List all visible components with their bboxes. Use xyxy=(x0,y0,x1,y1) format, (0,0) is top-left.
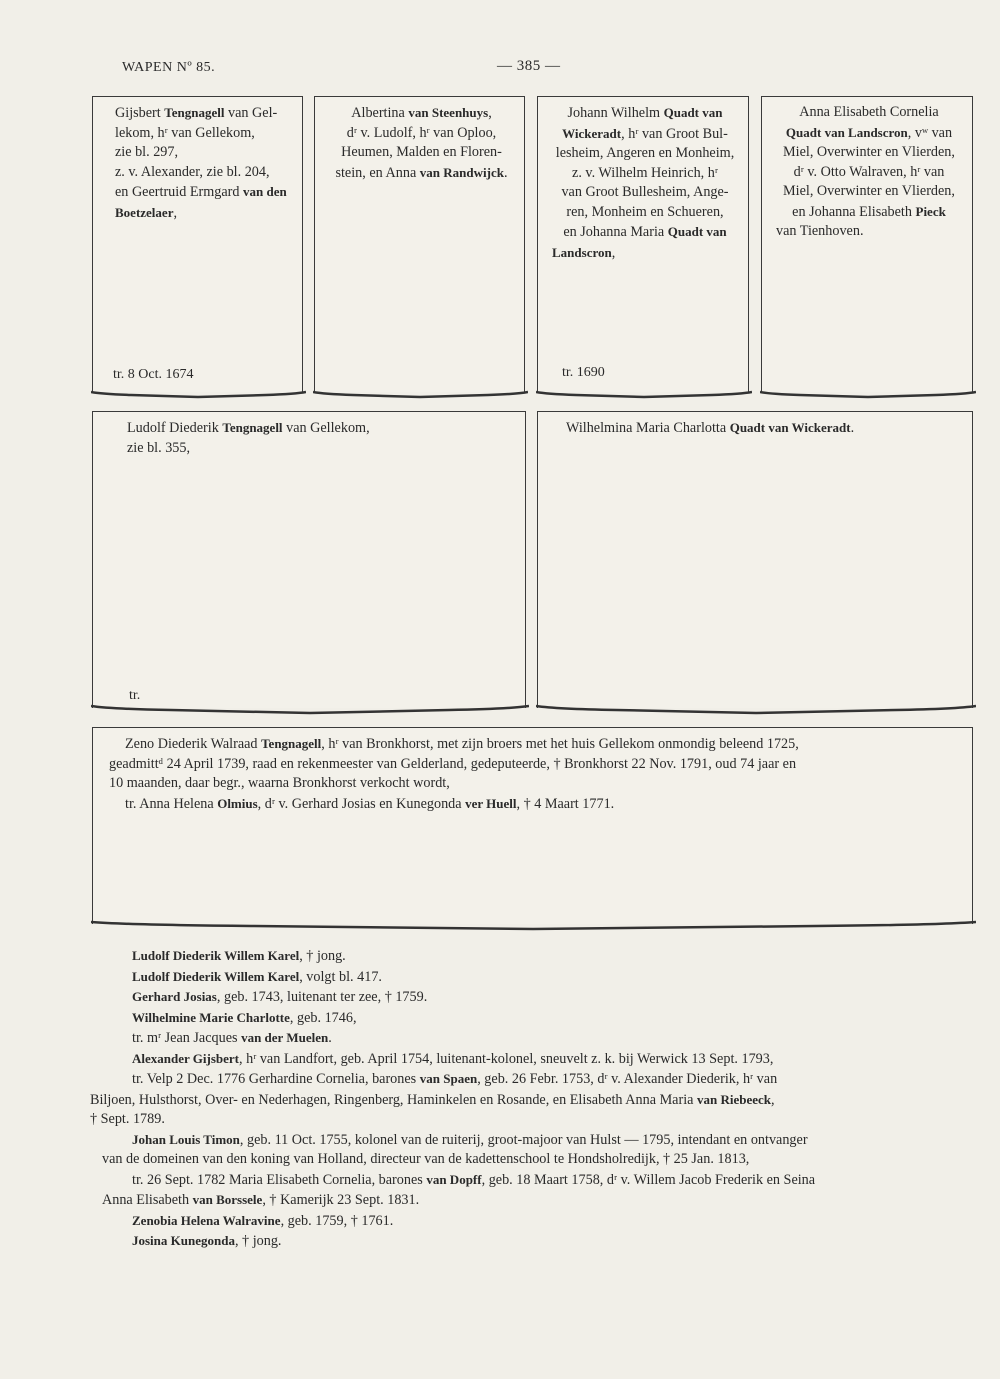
list-item: † Sept. 1789. xyxy=(90,1111,165,1127)
main-person-box-zeno: Zeno Diederik Walraad Tengnagell, hʳ van Bronkhorst, met zijn broers met het huis Gellekom onmondig beleend 1725, geadmittᵈ 24 April 1739, raad en rekenmeester van Gelderland, gedeputeerde, † Bronkhorst 22 Nov. 1791, oud 74 jaar en 10 maanden, daar begr., waarna Bronkhorst verkocht wordt, tr. Anna Helena Olmius, dʳ v. Gerhard Josias en Kunegonda ver Huell, † 4 Maart 1771. xyxy=(92,727,973,924)
list-item: van de domeinen van den koning van Holland, directeur van de kadettenschool te Hondsholredijk, † 25 Jan. 1813, xyxy=(102,1151,750,1167)
list-item: Josina Kunegonda, † jong. xyxy=(132,1233,282,1249)
list-item: Biljoen, Hulsthorst, Over- en Nederhagen, Ringenberg, Haminkelen en Rosande, en Elisabeth Anna Maria van Riebeeck, xyxy=(90,1091,775,1108)
list-item: Zenobia Helena Walravine, geb. 1759, † 1761. xyxy=(132,1212,394,1229)
parent-box-ludolf: Ludolf Diederik Tengnagell van Gellekom, zie bl. 355, tr. xyxy=(92,411,526,708)
marriage-date: tr. 1690 xyxy=(562,365,605,380)
list-item: Anna Elisabeth van Borssele, † Kamerijk 23 Sept. 1831. xyxy=(102,1192,420,1208)
list-item: Ludolf Diederik Willem Karel, † jong. xyxy=(132,948,346,964)
parent-box-wilhelmina: Wilhelmina Maria Charlotta Quadt van Wickeradt. xyxy=(537,411,973,708)
box-bottom-border xyxy=(91,702,529,718)
page-header-left: WAPEN Nº 85. xyxy=(122,60,216,75)
page-number: — 385 — xyxy=(497,58,561,74)
marriage-date: tr. xyxy=(129,688,141,703)
list-item: Ludolf Diederik Willem Karel, volgt bl. 417. xyxy=(132,968,382,985)
ancestor-box-anna-elisabeth: Anna Elisabeth Cornelia Quadt van Landscron, vʷ van Miel, Overwinter en Vlierden, dʳ v. Otto Walraven, hʳ van Miel, Overwinter en Vlierden, en Johanna Elisabeth Pieck van Tienhoven. xyxy=(761,96,973,392)
list-item: Gerhard Josias, geb. 1743, luitenant ter zee, † 1759. xyxy=(132,989,428,1005)
box-bottom-border xyxy=(760,388,976,402)
box-bottom-border xyxy=(313,388,528,402)
list-item: tr. 26 Sept. 1782 Maria Elisabeth Cornelia, barones van Dopff, geb. 18 Maart 1758, dʳ v. Willem Jacob Frederik en Seina xyxy=(132,1171,816,1188)
list-item: tr. Velp 2 Dec. 1776 Gerhardine Cornelia, barones van Spaen, geb. 26 Febr. 1753, dʳ v. Alexander Diederik, hʳ van xyxy=(132,1071,778,1087)
ancestor-box-johann-wilhelm: Johann Wilhelm Quadt van Wickeradt, hʳ van Groot Bul- lesheim, Angeren en Monheim, z. v. Wilhelm Heinrich, hʳ van Groot Bullesheim, Ange- ren, Monheim en Schueren, en Johanna Maria Quadt van Landscron, tr. 1690 xyxy=(537,96,749,392)
list-item: Wilhelmine Marie Charlotte, geb. 1746, xyxy=(132,1009,357,1026)
ancestor-box-albertina: Albertina van Steenhuys, dʳ v. Ludolf, hʳ van Oploo, Heumen, Malden en Floren- stein, en Anna van Randwijck. xyxy=(314,96,525,392)
box-bottom-border xyxy=(91,918,976,934)
list-item: Johan Louis Timon, geb. 11 Oct. 1755, kolonel van de ruiterij, groot-majoor van Hulst — 1795, intendant en ontvanger xyxy=(132,1131,808,1148)
children-list xyxy=(90,946,964,1252)
box-bottom-border xyxy=(536,388,752,402)
box-bottom-border xyxy=(91,388,306,402)
list-item: Alexander Gijsbert, hʳ van Landfort, geb. April 1754, luitenant-kolonel, sneuvelt z. k. bij Werwick 13 Sept. 1793, xyxy=(132,1050,774,1067)
box-bottom-border xyxy=(536,702,976,718)
marriage-date: tr. 8 Oct. 1674 xyxy=(113,367,194,382)
ancestor-box-gijsbert: Gijsbert Tengnagell van Gel- lekom, hʳ van Gellekom, zie bl. 297, z. v. Alexander, zie bl. 204, en Geertruid Ermgard van den Boetzelaer, tr. 8 Oct. 1674 xyxy=(92,96,303,392)
list-item: tr. mʳ Jean Jacques van der Muelen. xyxy=(132,1030,332,1046)
